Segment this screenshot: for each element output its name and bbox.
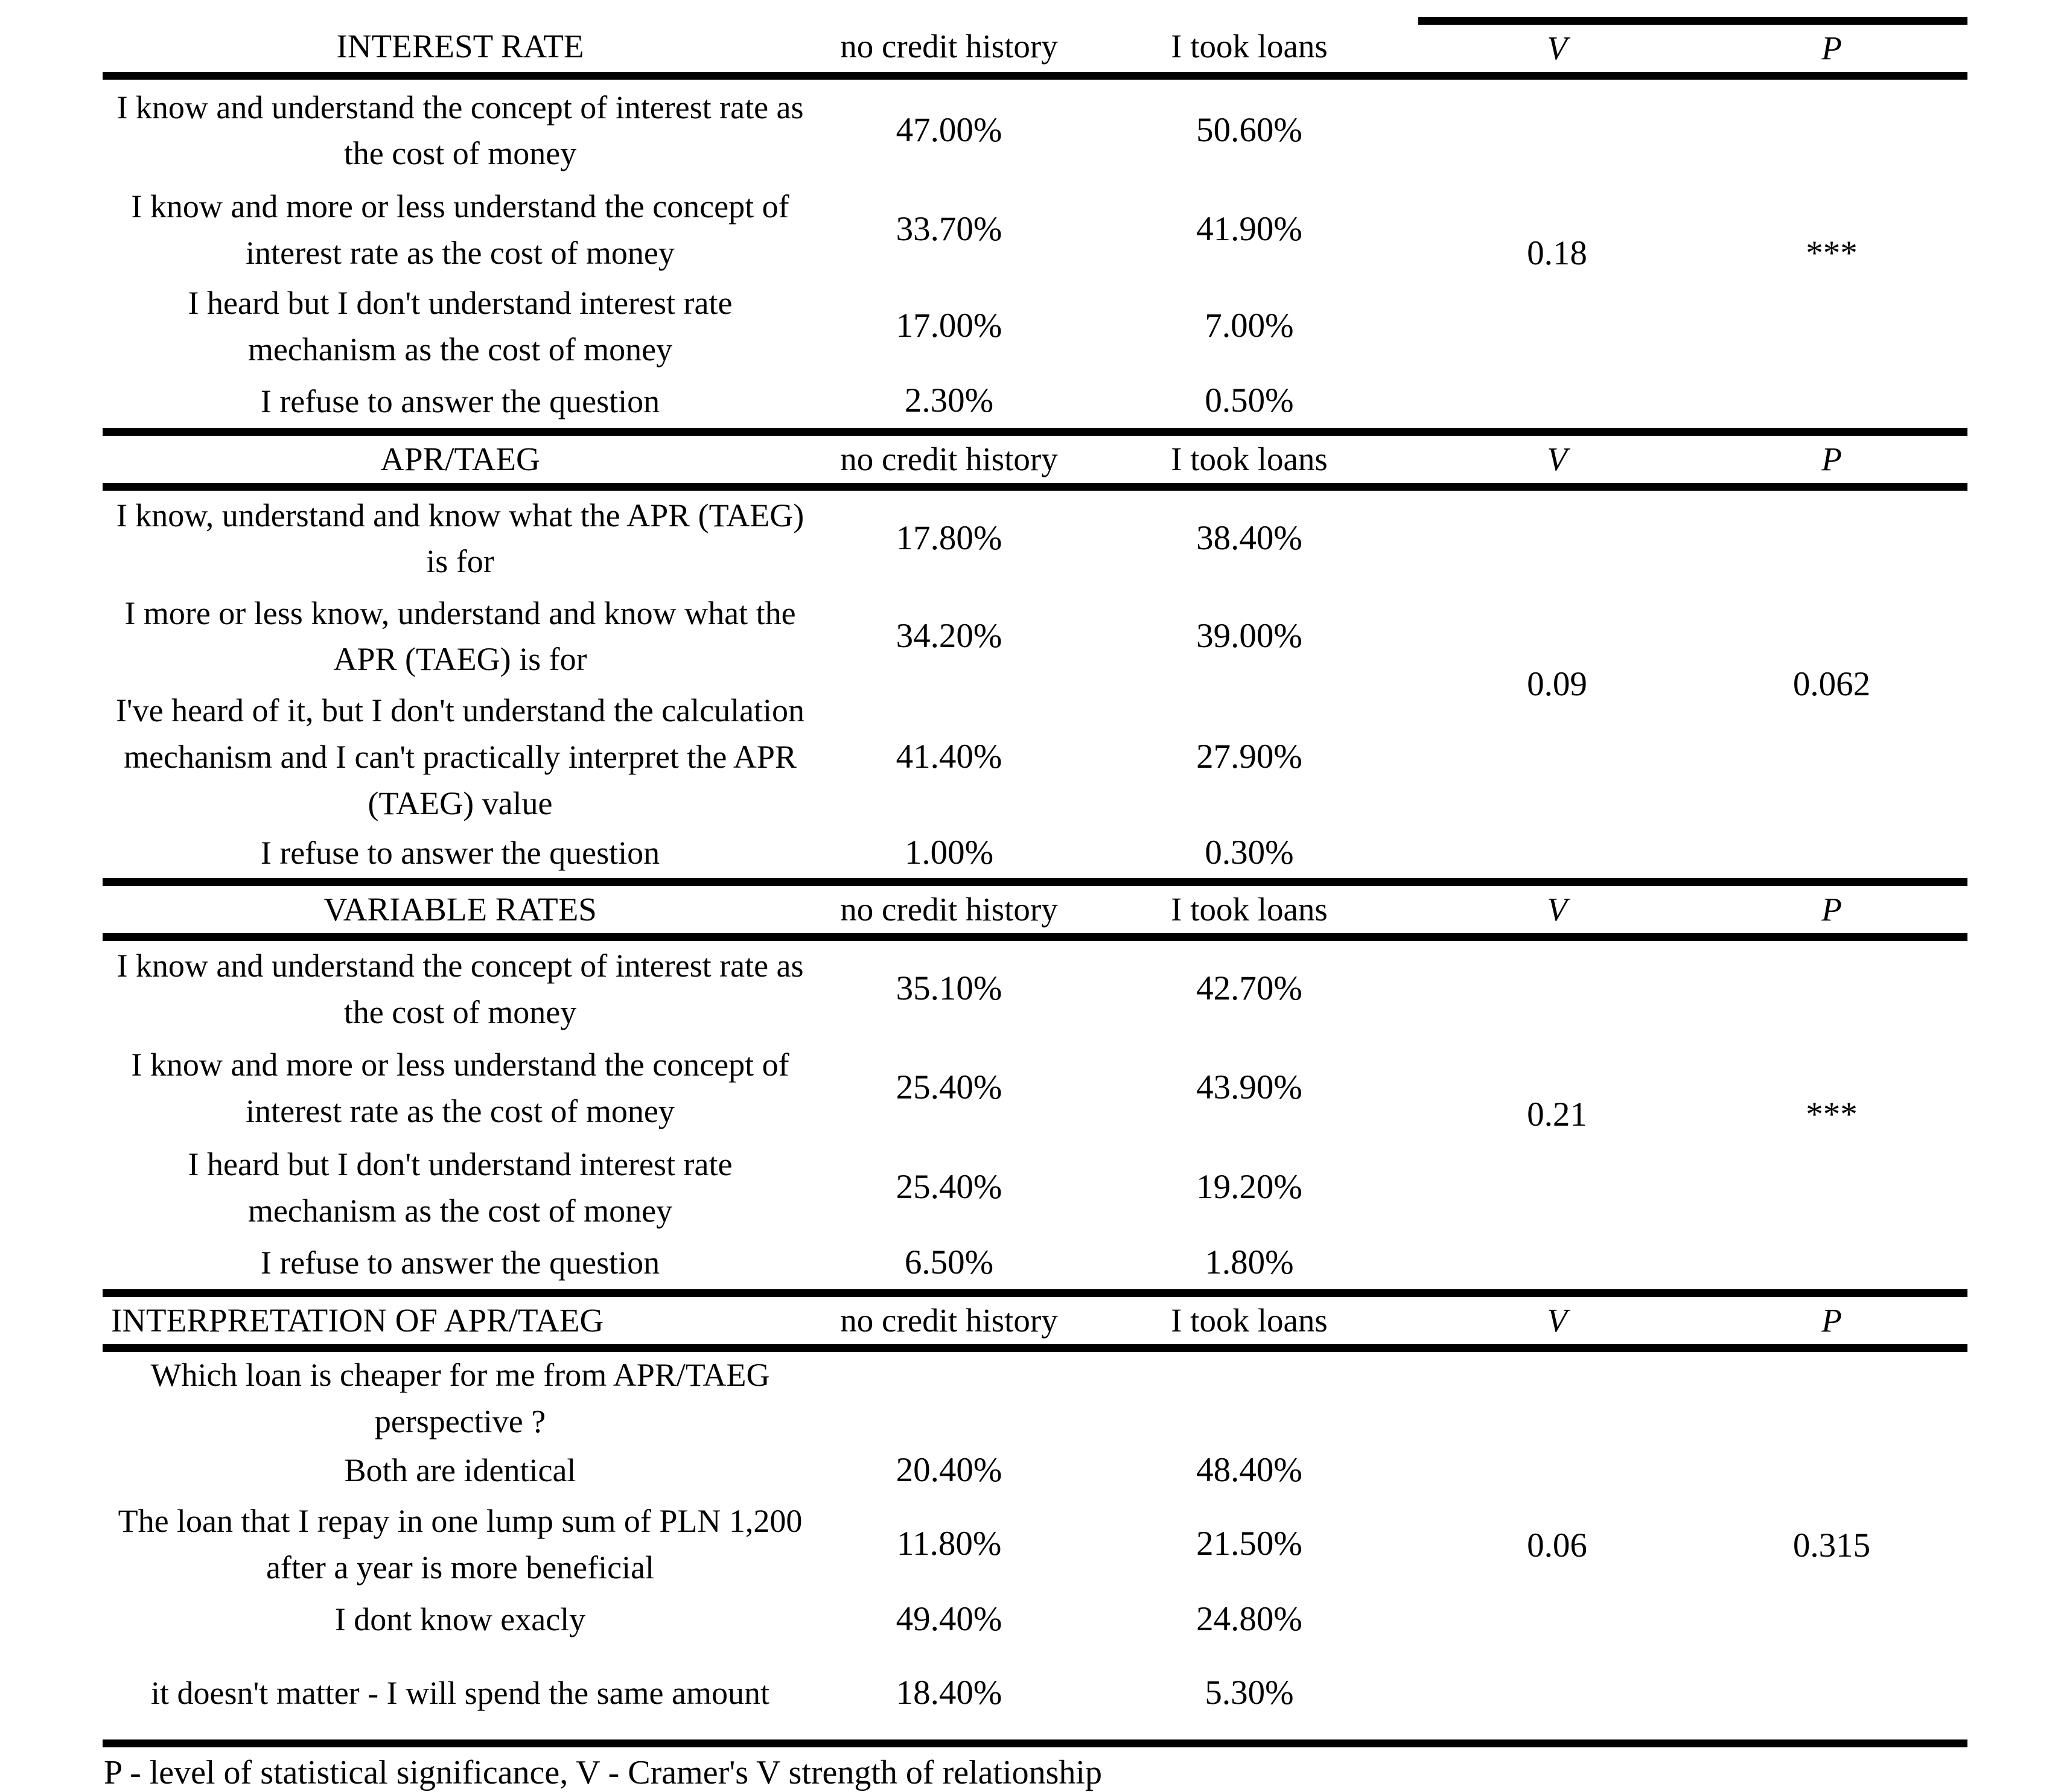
question-cell: The loan that I repay in one lump sum of PLN 1,200 after a year is more beneficial (118, 1503, 803, 1586)
cramers-v-value: 0.18 (1527, 234, 1587, 273)
value-cell-no-credit: 33.70% (896, 210, 1002, 249)
value-cell-no-credit (818, 1348, 1080, 1445)
question-cell: I dont know exacly (334, 1601, 586, 1638)
col-header-i-took-loans: I took loans (1080, 432, 1418, 487)
footnote: P - level of statistical significance, V - Cramer's V strength of relationship (104, 1754, 1102, 1792)
question-cell: I refuse to answer the question (260, 383, 660, 419)
value-cell-loans: 0.30% (1205, 833, 1294, 872)
section-title-interpretation: INTERPRETATION OF APR/TAEG (103, 1293, 818, 1348)
value-cell-loans: 39.00% (1196, 616, 1302, 655)
survey-results-table (103, 17, 1967, 1747)
col-header-cramers-v: V (1418, 21, 1696, 76)
section-title-apr-taeg: APR/TAEG (103, 432, 818, 487)
value-cell-loans: 41.90% (1196, 210, 1302, 249)
value-cell-no-credit: 25.40% (896, 1068, 1002, 1107)
col-header-p-value: P (1696, 882, 1967, 937)
value-cell-no-credit: 34.20% (896, 616, 1002, 655)
value-cell-loans: 38.40% (1196, 518, 1302, 557)
cramers-v-value: 0.09 (1527, 665, 1587, 703)
value-cell-loans: 7.00% (1205, 307, 1294, 345)
value-cell-loans: 5.30% (1205, 1674, 1294, 1712)
value-cell-loans (1080, 1348, 1418, 1445)
table-row (103, 937, 1967, 1037)
question-cell: Which loan is cheaper for me from APR/TAEG perspective ? (150, 1357, 770, 1440)
value-cell-no-credit: 41.40% (896, 737, 1002, 776)
value-cell-no-credit: 17.00% (896, 307, 1002, 345)
value-cell-no-credit: 17.80% (896, 518, 1002, 557)
question-cell: I refuse to answer the question (260, 1244, 660, 1281)
col-header-cramers-v: V (1418, 882, 1696, 937)
value-cell-loans: 19.20% (1196, 1168, 1302, 1207)
question-cell: I know and understand the concept of interest rate as the cost of money (116, 89, 804, 172)
cramers-v-value: 0.21 (1527, 1095, 1587, 1134)
col-header-i-took-loans: I took loans (1080, 21, 1418, 76)
question-cell: I know, understand and know what the APR (TAEG) is for (116, 497, 804, 580)
value-cell-loans: 21.50% (1196, 1525, 1302, 1563)
table-row (103, 1348, 1967, 1445)
value-cell-loans: 24.80% (1196, 1600, 1302, 1639)
value-cell-loans: 1.80% (1205, 1243, 1294, 1281)
p-value: 0.315 (1792, 1526, 1871, 1564)
value-cell-no-credit: 11.80% (896, 1525, 1002, 1563)
section-title-variable-rates: VARIABLE RATES (103, 882, 818, 937)
value-cell-loans: 50.60% (1196, 110, 1302, 149)
col-header-p-value: P (1696, 432, 1967, 487)
question-cell: I know and understand the concept of interest rate as the cost of money (116, 947, 804, 1030)
value-cell-loans: 27.90% (1196, 737, 1302, 776)
col-header-p-value: P (1696, 1293, 1967, 1348)
col-header-no-credit-history: no credit history (818, 21, 1080, 76)
survey-results-table-wrapper (103, 17, 1967, 1747)
value-cell-loans: 42.70% (1196, 969, 1302, 1008)
question-cell: I know and more or less understand the concept of interest rate as the cost of money (131, 1047, 789, 1129)
value-cell-no-credit: 25.40% (896, 1168, 1002, 1207)
value-cell-no-credit: 1.00% (904, 833, 994, 872)
col-header-no-credit-history: no credit history (818, 432, 1080, 487)
value-cell-no-credit: 35.10% (896, 969, 1002, 1008)
question-cell: I heard but I don't understand interest rate mechanism as the cost of money (188, 284, 733, 368)
col-header-i-took-loans: I took loans (1080, 882, 1418, 937)
value-cell-loans: 43.90% (1196, 1068, 1302, 1107)
question-cell: I know and more or less understand the concept of interest rate as the cost of money (131, 188, 789, 271)
section-header-row-interest-rate (103, 21, 1967, 76)
value-cell-no-credit: 18.40% (896, 1674, 1002, 1712)
table-row (103, 76, 1967, 182)
col-header-no-credit-history: no credit history (818, 882, 1080, 937)
question-cell: I more or less know, understand and know what the APR (TAEG) is for (124, 595, 796, 678)
p-value: 0.062 (1792, 665, 1871, 703)
p-value: *** (1806, 234, 1858, 273)
section-header-row-interpretation (103, 1293, 1967, 1348)
question-cell: Both are identical (344, 1452, 576, 1488)
value-cell-no-credit: 2.30% (904, 381, 994, 420)
p-value: *** (1806, 1095, 1858, 1134)
question-cell: it doesn't matter - I will spend the same amount (151, 1675, 769, 1712)
col-header-no-credit-history: no credit history (818, 1293, 1080, 1348)
col-header-i-took-loans: I took loans (1080, 1293, 1418, 1348)
question-cell: I heard but I don't understand interest rate mechanism as the cost of money (188, 1146, 733, 1229)
value-cell-no-credit: 49.40% (896, 1600, 1002, 1639)
value-cell-loans: 48.40% (1196, 1450, 1302, 1489)
question-cell: I've heard of it, but I don't understand the calculation mechanism and I can't practically interpret the APR (TAEG) value (115, 692, 805, 821)
section-title-interest-rate: INTEREST RATE (103, 21, 818, 76)
col-header-p-value: P (1696, 21, 1967, 76)
col-header-cramers-v: V (1418, 432, 1696, 487)
cramers-v-value: 0.06 (1527, 1526, 1587, 1564)
col-header-cramers-v: V (1418, 1293, 1696, 1348)
section-header-row-apr-taeg (103, 432, 1967, 487)
value-cell-loans: 0.50% (1205, 381, 1294, 420)
value-cell-no-credit: 47.00% (896, 110, 1002, 149)
section-header-row-variable-rates (103, 882, 1967, 937)
value-cell-no-credit: 6.50% (904, 1243, 994, 1281)
question-cell: I refuse to answer the question (260, 835, 660, 872)
value-cell-no-credit: 20.40% (896, 1450, 1002, 1489)
table-row (103, 487, 1967, 587)
